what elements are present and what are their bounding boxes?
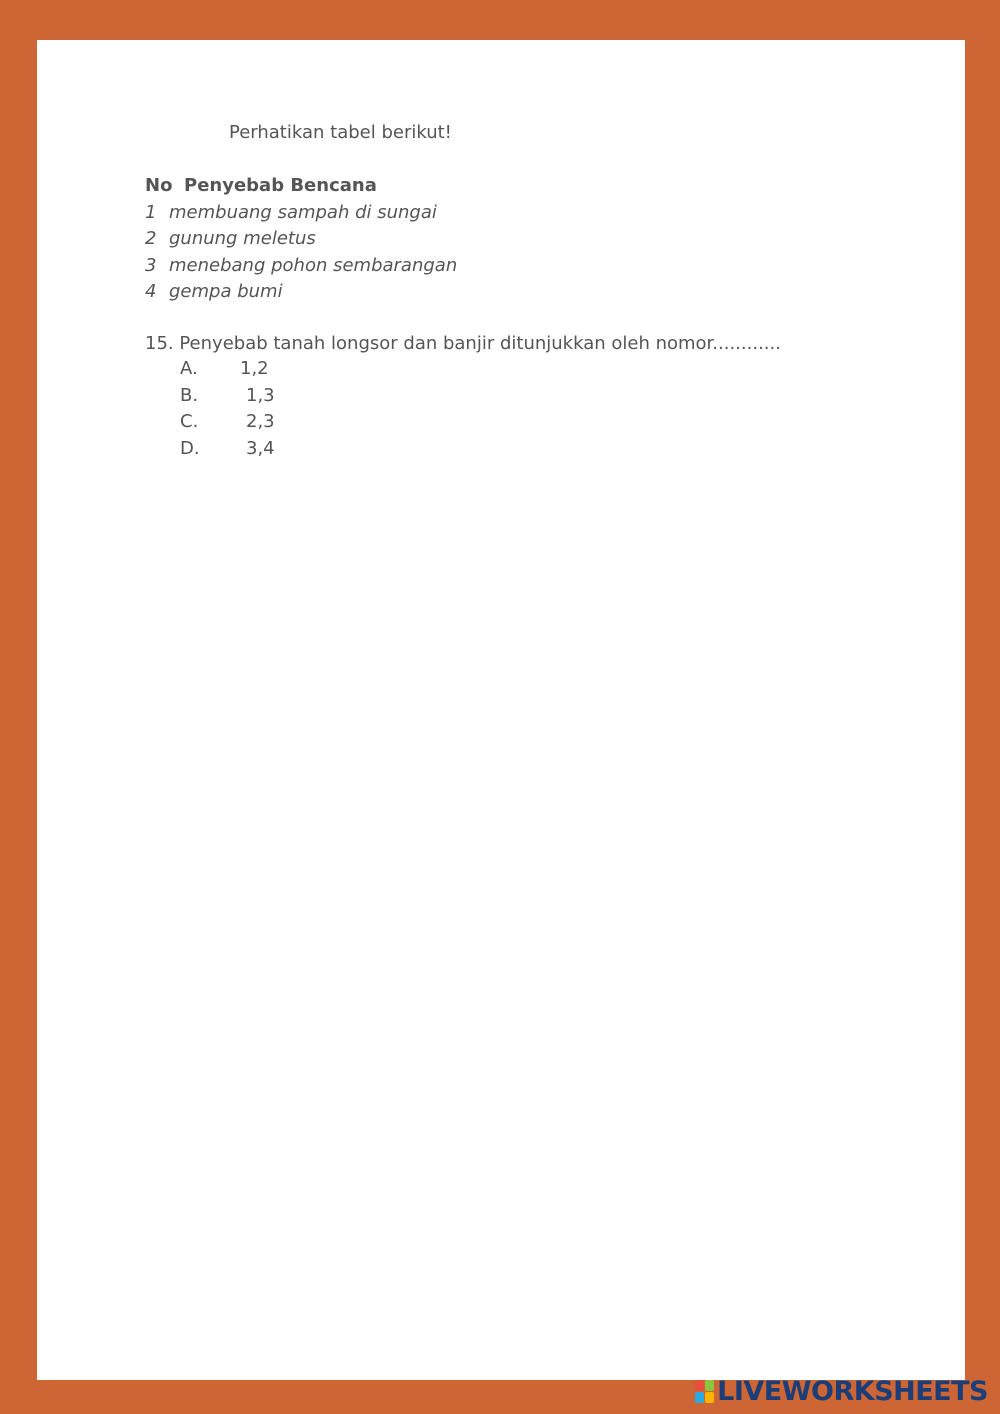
answer-options [180, 358, 275, 464]
logo-square [695, 1380, 704, 1391]
logo-square [695, 1392, 704, 1403]
option-value: 2,3 [246, 411, 275, 432]
row-number: 1 [145, 201, 157, 223]
table-row [145, 202, 457, 229]
row-number: 4 [145, 281, 157, 302]
option-value: 1,3 [246, 384, 275, 406]
intro-text: Perhatikan tabel berikut! [229, 122, 452, 143]
liveworksheets-logo-icon [695, 1380, 714, 1403]
option-letter: A. [180, 358, 198, 379]
liveworksheets-watermark [695, 1376, 988, 1406]
option-letter: D. [180, 437, 200, 459]
option-a[interactable] [180, 358, 275, 385]
worksheet-page [37, 40, 965, 1380]
header-no: No [145, 175, 173, 196]
row-cause: gempa bumi [169, 281, 283, 302]
table-header [145, 175, 457, 202]
row-cause: gunung meletus [169, 228, 316, 249]
header-cause: Penyebab Bencana [184, 175, 377, 196]
table-row [145, 255, 457, 282]
option-d[interactable] [180, 438, 275, 465]
option-value: 1,2 [240, 358, 269, 379]
option-letter: B. [180, 384, 199, 406]
row-number: 2 [145, 228, 157, 249]
table-row [145, 228, 457, 255]
option-c[interactable] [180, 411, 275, 438]
logo-square [705, 1380, 714, 1391]
option-b[interactable] [180, 385, 275, 412]
disaster-cause-table [145, 175, 457, 308]
watermark-text: LIVEWORKSHEETS [717, 1375, 988, 1407]
row-cause: membuang sampah di sungai [169, 201, 437, 223]
option-letter: C. [180, 411, 199, 432]
logo-square [705, 1392, 714, 1403]
row-cause: menebang pohon sembarangan [169, 254, 458, 276]
option-value: 3,4 [246, 437, 275, 459]
question-text: 15. Penyebab tanah longsor dan banjir ditunjukkan oleh nomor............ [145, 333, 781, 354]
row-number: 3 [145, 254, 157, 276]
table-row [145, 281, 457, 308]
